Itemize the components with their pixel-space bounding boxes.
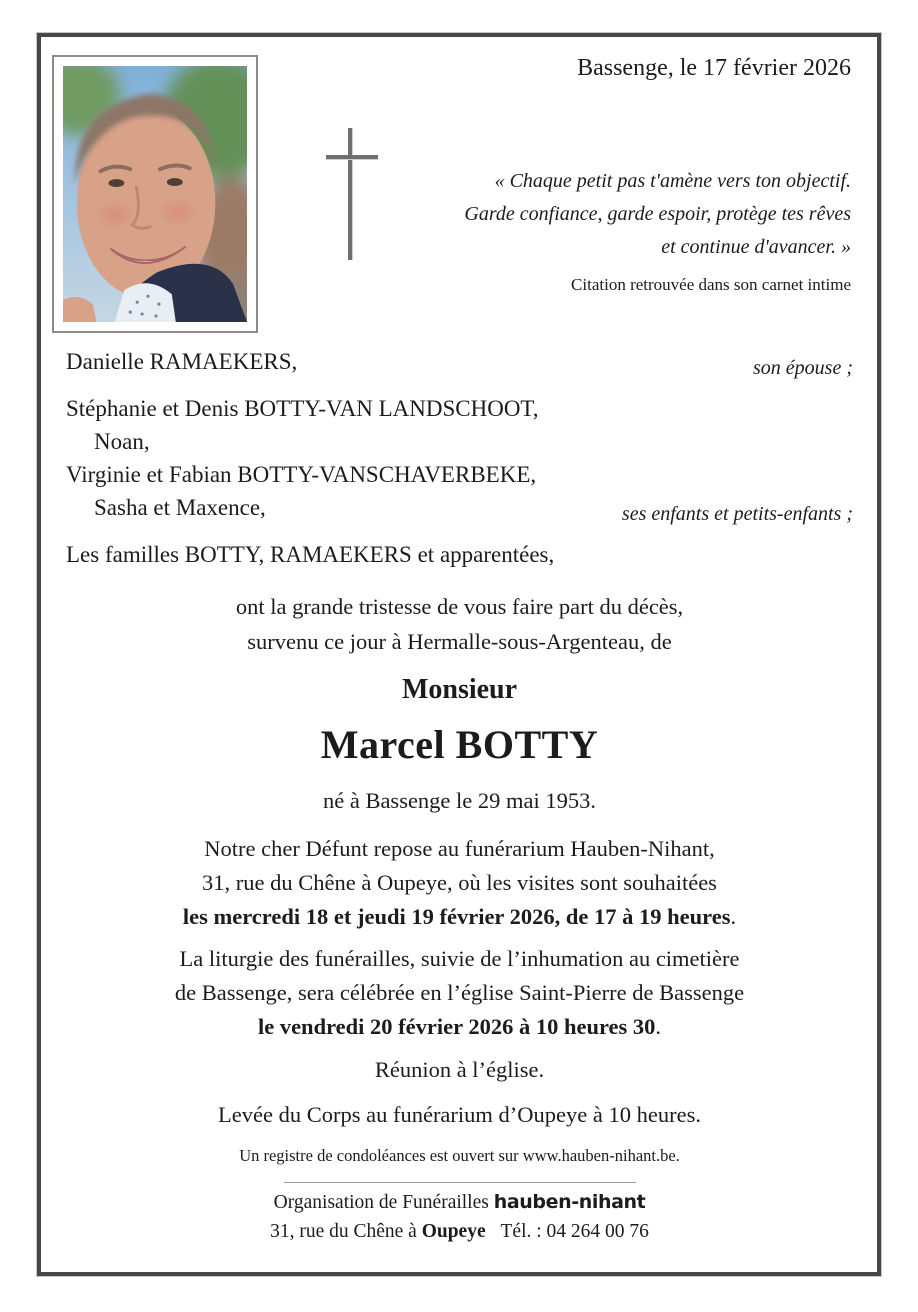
- mourner-name: Danielle RAMAEKERS,: [66, 349, 298, 374]
- visitation-line: Notre cher Défunt repose au funérarium Hauben-Nihant,: [204, 836, 715, 861]
- visitation-dates-suffix: .: [730, 904, 737, 929]
- portrait-photo-frame: [52, 55, 258, 333]
- cross-horizontal-bar: [326, 155, 378, 159]
- funeral-date: le vendredi 20 février 2026 à 10 heures 30: [257, 1014, 656, 1039]
- funeral-date-suffix: .: [655, 1014, 662, 1039]
- reunion-note: Réunion à l’église.: [374, 1057, 545, 1082]
- quote-line: et continue d'avancer. »: [661, 236, 851, 258]
- funeral-home-phone: Tél. : 04 264 00 76: [500, 1221, 649, 1242]
- funeral-home-logo: hauben-nihant: [493, 1191, 646, 1213]
- main-content: [41, 345, 877, 1245]
- portrait-photo: [63, 66, 247, 322]
- cross-icon: [326, 128, 382, 264]
- visitation-text: [66, 832, 853, 934]
- mourner-name: Stéphanie et Denis BOTTY-VAN LANDSCHOOT,: [66, 396, 539, 421]
- relationship-label-children: ses enfants et petits-enfants ;: [621, 503, 853, 525]
- mourner-name: Noan,: [94, 429, 150, 454]
- announcement-text: [66, 589, 853, 659]
- announcement-section: [66, 589, 853, 1245]
- mourner-row: [66, 392, 853, 425]
- funeral-line: La liturgie des funérailles, suivie de l’inhumation au cimetière: [179, 946, 740, 971]
- card-frame: [37, 33, 881, 1276]
- mourner-row: [66, 425, 853, 458]
- announcement-line: ont la grande tristesse de vous faire part du décès,: [235, 594, 684, 619]
- mourner-row-spouse: [66, 345, 853, 378]
- deceased-title: Monsieur: [401, 674, 518, 705]
- funeral-text: [66, 942, 853, 1044]
- deceased-name: Marcel BOTTY: [320, 722, 599, 767]
- relationship-label-spouse: son épouse ;: [753, 357, 853, 379]
- funeral-home-prefix: Organisation de Funérailles: [273, 1192, 489, 1213]
- mourner-name: Les familles BOTTY, RAMAEKERS et apparentées,: [66, 542, 555, 567]
- mourner-name: Sasha et Maxence,: [94, 495, 266, 520]
- condolence-register-note: Un registre de condoléances est ouvert sur www.hauben-nihant.be.: [239, 1146, 680, 1165]
- memorial-quote: [464, 165, 851, 297]
- levee-note: Levée du Corps au funérarium d’Oupeye à 10 heures.: [218, 1102, 701, 1127]
- visitation-line: 31, rue du Chêne à Oupeye, où les visites sont souhaitées: [202, 870, 717, 895]
- funeral-line: de Bassenge, sera célébrée en l’église Saint-Pierre de Bassenge: [174, 980, 745, 1005]
- mourner-row: [66, 491, 853, 524]
- mourner-row-families: [66, 538, 853, 571]
- quote-line: « Chaque petit pas t'amène vers ton objectif.: [494, 170, 851, 192]
- announcement-line: survenu ce jour à Hermalle-sous-Argenteau, de: [247, 629, 672, 654]
- funeral-home-city: Oupeye: [421, 1221, 486, 1242]
- funeral-home-address-line: [66, 1218, 853, 1245]
- mourner-row: [66, 458, 853, 491]
- footer-divider: [284, 1182, 636, 1183]
- funeral-home-line: [66, 1189, 853, 1216]
- funeral-home-address: 31, rue du Chêne à: [270, 1221, 417, 1242]
- deceased-birth-line: né à Bassenge le 29 mai 1953.: [322, 788, 597, 813]
- cross-vertical-bar: [348, 128, 352, 260]
- dateline: Bassenge, le 17 février 2026: [577, 55, 851, 81]
- quote-attribution: Citation retrouvée dans son carnet intime: [571, 275, 851, 294]
- mourner-name: Virginie et Fabian BOTTY-VANSCHAVERBEKE,: [66, 462, 537, 487]
- quote-line: Garde confiance, garde espoir, protège tes rêves: [464, 203, 851, 225]
- visitation-dates: les mercredi 18 et jeudi 19 février 2026, de 17 à 19 heures: [182, 904, 731, 929]
